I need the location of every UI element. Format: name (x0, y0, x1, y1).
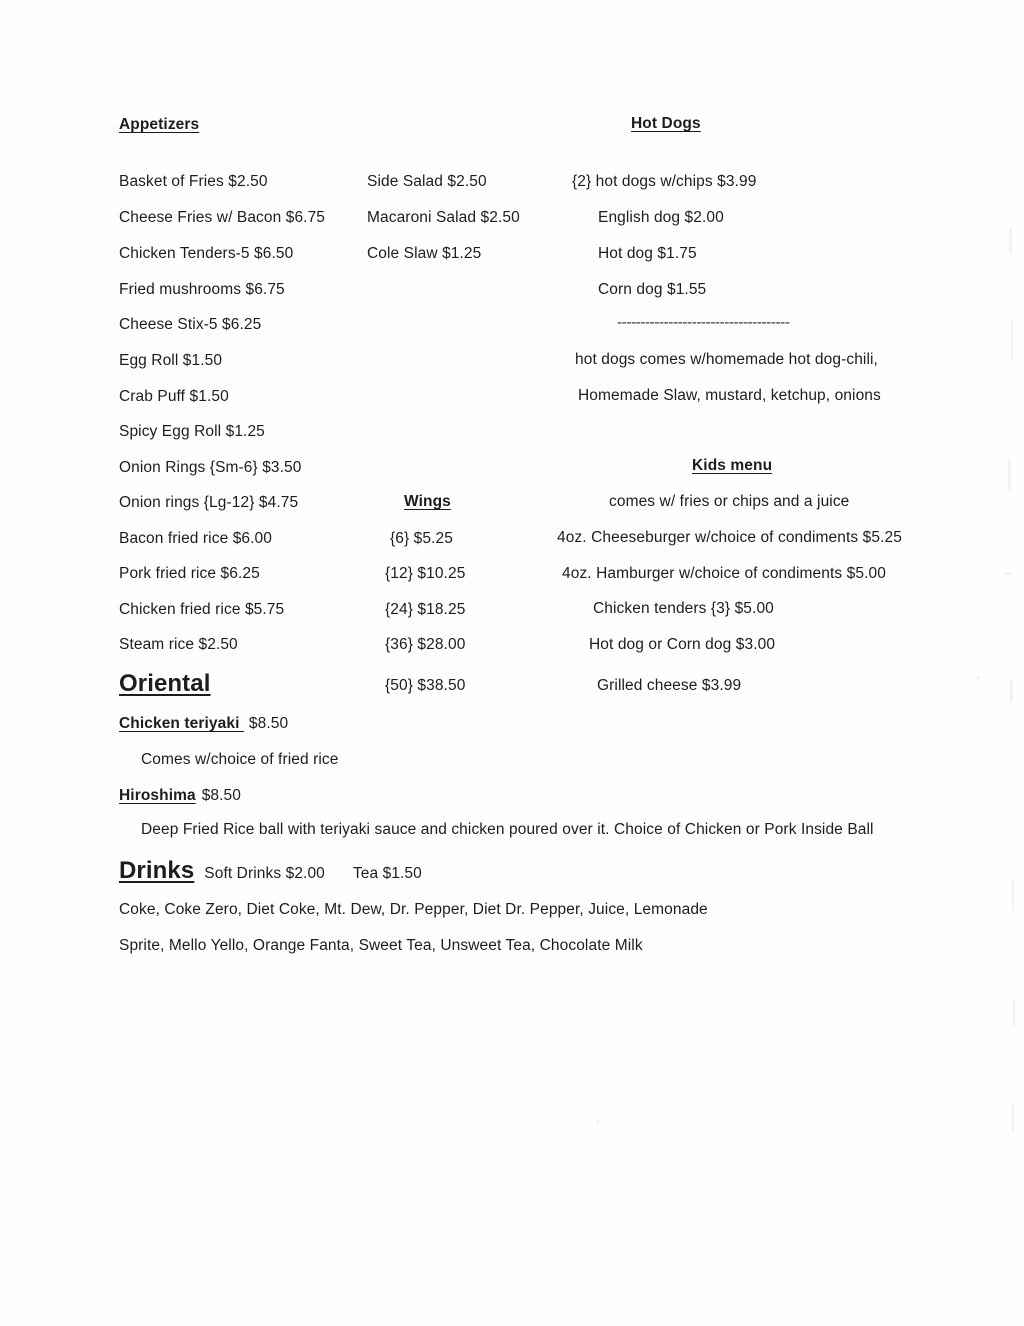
kids-menu-item: 4oz. Hamburger w/choice of condiments $5.00 (562, 565, 886, 582)
drinks-list-line: Sprite, Mello Yello, Orange Fanta, Sweet Tea, Unsweet Tea, Chocolate Milk (119, 937, 643, 954)
hot-dog-item: Hot dog $1.75 (598, 245, 697, 262)
drinks-list-line: Coke, Coke Zero, Diet Coke, Mt. Dew, Dr. Pepper, Diet Dr. Pepper, Juice, Lemonade (119, 901, 708, 918)
kids-menu-item: Hot dog or Corn dog $3.00 (589, 636, 776, 653)
scan-artifact (1011, 320, 1013, 360)
wings-item: {36} $28.00 (385, 636, 466, 653)
scan-artifact (1008, 460, 1011, 490)
scan-artifact (113, 127, 115, 129)
drinks-soft-drinks-price: Soft Drinks $2.00 (204, 865, 325, 882)
wings-item: {50} $38.50 (385, 677, 466, 694)
scan-artifact (977, 676, 980, 679)
menu-item: Crab Puff $1.50 (119, 388, 229, 405)
oriental-item-2 (119, 787, 241, 804)
oriental-item-1-desc: Comes w/choice of fried rice (141, 751, 339, 768)
oriental-item-1 (119, 715, 288, 732)
menu-item: Onion Rings {Sm-6} $3.50 (119, 459, 302, 476)
drinks-line (119, 858, 422, 884)
menu-item: Pork fried rice $6.25 (119, 565, 260, 582)
drinks-tea-price: Tea $1.50 (352, 865, 422, 882)
oriental-item-2-desc: Deep Fried Rice ball with teriyaki sauce and chicken poured over it. Choice of Chicken or Pork Inside Ball (141, 821, 874, 838)
menu-item: Chicken Tenders-5 $6.50 (119, 245, 294, 262)
drinks-heading: Drinks (119, 857, 195, 884)
menu-item: Basket of Fries $2.50 (119, 173, 268, 190)
menu-item: Bacon fried rice $6.00 (119, 530, 272, 547)
oriental-heading: Oriental (119, 670, 211, 697)
wings-item: {6} $5.25 (390, 530, 453, 547)
hot-dogs-note-line: Homemade Slaw, mustard, ketchup, onions (578, 387, 881, 404)
oriental-item-2-price: $8.50 (201, 787, 241, 804)
hot-dog-item: Corn dog $1.55 (598, 281, 707, 298)
kids-menu-heading: Kids menu (692, 457, 773, 474)
oriental-item-1-price: $8.50 (248, 715, 289, 732)
menu-item: Onion rings {Lg-12} $4.75 (119, 494, 299, 511)
kids-menu-item: 4oz. Cheeseburger w/choice of condiments $5.25 (557, 529, 902, 546)
scan-artifact (1012, 880, 1014, 910)
scan-artifact (1005, 572, 1011, 575)
hot-dogs-divider: ------------------------------------- (617, 314, 790, 331)
oriental-item-1-underline-tail (240, 715, 244, 732)
hot-dog-item: English dog $2.00 (598, 209, 724, 226)
menu-item: Spicy Egg Roll $1.25 (119, 423, 265, 440)
menu-item: Cheese Stix-5 $6.25 (119, 316, 262, 333)
scan-artifact (1009, 228, 1012, 254)
wings-item: {24} $18.25 (385, 601, 466, 618)
hot-dogs-note-line: hot dogs comes w/homemade hot dog-chili, (575, 351, 878, 368)
menu-item: Fried mushrooms $6.75 (119, 281, 285, 298)
menu-item: Macaroni Salad $2.50 (367, 209, 520, 226)
wings-heading: Wings (404, 493, 451, 510)
wings-item: {12} $10.25 (385, 565, 466, 582)
scan-artifact (1010, 680, 1013, 702)
scan-artifact (596, 1120, 599, 1123)
kids-menu-item: Grilled cheese $3.99 (597, 677, 742, 694)
kids-menu-note: comes w/ fries or chips and a juice (609, 493, 850, 510)
menu-item: Egg Roll $1.50 (119, 352, 223, 369)
menu-item: Side Salad $2.50 (367, 173, 487, 190)
menu-item: Cole Slaw $1.25 (367, 245, 482, 262)
hot-dog-item: {2} hot dogs w/chips $3.99 (572, 173, 757, 190)
hot-dogs-heading: Hot Dogs (631, 115, 701, 132)
menu-item: Chicken fried rice $5.75 (119, 601, 285, 618)
kids-menu-item: Chicken tenders {3} $5.00 (593, 600, 774, 617)
oriental-item-2-name: Hiroshima (119, 787, 196, 804)
menu-item: Cheese Fries w/ Bacon $6.75 (119, 209, 326, 226)
appetizers-heading: Appetizers (119, 116, 200, 133)
menu-item: Steam rice $2.50 (119, 636, 238, 653)
scan-artifact (1012, 1105, 1014, 1133)
oriental-item-1-name: Chicken teriyaki (119, 715, 240, 732)
scan-artifact (1013, 1000, 1015, 1026)
